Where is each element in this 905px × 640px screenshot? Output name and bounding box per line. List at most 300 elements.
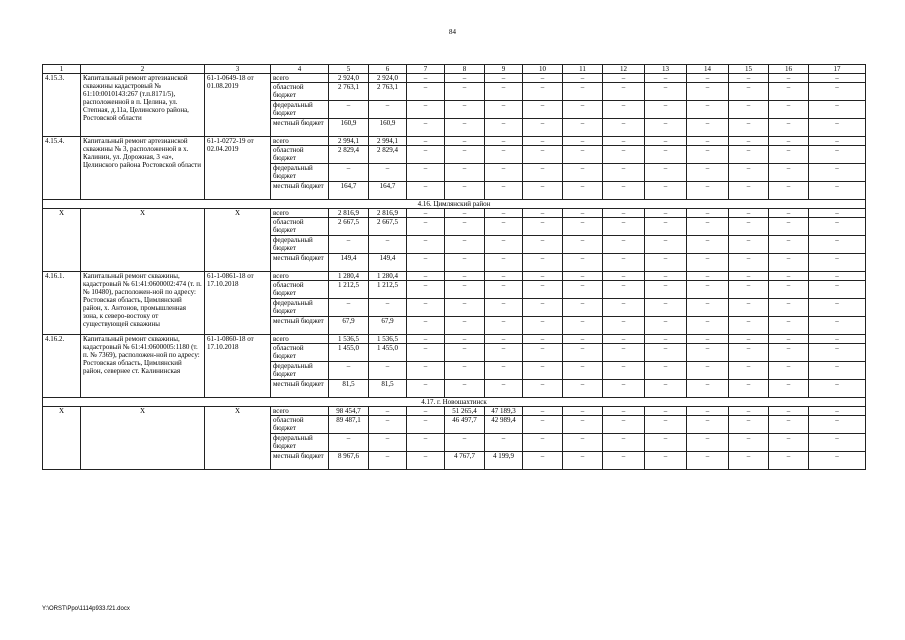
- value-total: –: [329, 164, 369, 182]
- funding-source: местный бюджет: [271, 254, 329, 272]
- table-row: [43, 137, 866, 146]
- value-cell: –: [769, 137, 809, 146]
- value-total: 1 280,4: [329, 272, 369, 281]
- funding-source: федеральный бюджет: [271, 164, 329, 182]
- value-cell: –: [645, 380, 687, 398]
- funding-source: местный бюджет: [271, 317, 329, 335]
- value-cell: –: [563, 182, 603, 200]
- value-year: 1 536,5: [369, 335, 407, 344]
- value-cell: –: [687, 164, 729, 182]
- value-year: –: [369, 101, 407, 119]
- funding-source: федеральный бюджет: [271, 434, 329, 452]
- value-cell: –: [809, 236, 866, 254]
- value-cell: –: [445, 146, 485, 164]
- value-cell: –: [603, 344, 645, 362]
- value-cell: –: [729, 164, 769, 182]
- funding-source: областной бюджет: [271, 416, 329, 434]
- value-cell: –: [563, 83, 603, 101]
- value-cell: –: [645, 164, 687, 182]
- value-cell: –: [445, 380, 485, 398]
- value-cell: –: [445, 182, 485, 200]
- value-year: –: [369, 164, 407, 182]
- funding-source: областной бюджет: [271, 344, 329, 362]
- value-cell: –: [563, 146, 603, 164]
- funding-source: местный бюджет: [271, 452, 329, 470]
- value-cell: –: [687, 335, 729, 344]
- value-cell: –: [523, 434, 563, 452]
- value-year: 1 212,5: [369, 281, 407, 299]
- value-total: 98 454,7: [329, 407, 369, 416]
- value-cell: –: [485, 74, 523, 83]
- value-cell: –: [523, 407, 563, 416]
- value-cell: –: [523, 164, 563, 182]
- value-cell: –: [485, 380, 523, 398]
- value-total: –: [329, 101, 369, 119]
- value-cell: –: [769, 380, 809, 398]
- value-cell: –: [645, 281, 687, 299]
- column-number-9: 9: [485, 65, 523, 74]
- value-cell: –: [645, 254, 687, 272]
- value-cell: –: [769, 164, 809, 182]
- value-cell: –: [645, 146, 687, 164]
- value-cell: –: [563, 218, 603, 236]
- column-number-7: 7: [407, 65, 445, 74]
- value-cell: –: [523, 416, 563, 434]
- value-year: –: [369, 434, 407, 452]
- value-total: 67,9: [329, 317, 369, 335]
- funding-source: всего: [271, 74, 329, 83]
- value-year: 1 455,0: [369, 344, 407, 362]
- value-cell: –: [645, 137, 687, 146]
- funding-source: областной бюджет: [271, 218, 329, 236]
- value-cell: –: [769, 182, 809, 200]
- value-cell: –: [445, 236, 485, 254]
- value-cell: –: [809, 362, 866, 380]
- value-cell: –: [407, 137, 445, 146]
- column-number-14: 14: [687, 65, 729, 74]
- value-cell: –: [603, 407, 645, 416]
- value-cell: –: [523, 101, 563, 119]
- value-cell: –: [645, 344, 687, 362]
- value-cell: –: [603, 434, 645, 452]
- value-cell: –: [687, 137, 729, 146]
- column-number-6: 6: [369, 65, 407, 74]
- file-path-footer: Y:\ORST\Ppo\1114p933.f21.docx: [42, 606, 130, 612]
- value-cell: –: [687, 362, 729, 380]
- value-cell: –: [563, 434, 603, 452]
- object-name: Капитальный ремонт артезианской скважины № 3, расположенной в х. Калинин, ул. Дорожная, 3 «а», Целинского района Ростовской области: [81, 137, 205, 200]
- value-cell: 47 189,3: [485, 407, 523, 416]
- value-cell: –: [729, 362, 769, 380]
- value-cell: –: [645, 119, 687, 137]
- value-cell: –: [523, 146, 563, 164]
- value-cell: –: [407, 362, 445, 380]
- object-document: 61-1-0861-18 от 17.10.2018: [205, 272, 271, 335]
- object-name: Капитальный ремонт артезианской скважины кадастровый № 61:10:0010143:267 (т.п.8171/5), расположенной в п. Целина, ул. Степная, д.11а, Целинского района, Ростовской области: [81, 74, 205, 137]
- object-name: Х: [81, 209, 205, 272]
- value-cell: –: [407, 164, 445, 182]
- funding-source: всего: [271, 272, 329, 281]
- value-cell: –: [485, 119, 523, 137]
- column-number-4: 4: [271, 65, 329, 74]
- value-cell: –: [769, 119, 809, 137]
- table-row: [43, 407, 866, 416]
- value-cell: –: [729, 119, 769, 137]
- value-cell: –: [445, 272, 485, 281]
- object-name: Капитальный ремонт скважины, кадастровый № 61:41:0600002:474 (т. п. № 10480), расположен-ной по адресу: Ростовская область, Цимлянский район, х. Антонов, промышленная зона, к северо-востоку от существующей скважины: [81, 272, 205, 335]
- value-year: 2 829,4: [369, 146, 407, 164]
- value-cell: –: [687, 344, 729, 362]
- value-total: 89 487,1: [329, 416, 369, 434]
- value-total: 2 667,5: [329, 218, 369, 236]
- value-year: 149,4: [369, 254, 407, 272]
- value-cell: –: [809, 182, 866, 200]
- value-cell: –: [407, 272, 445, 281]
- value-cell: –: [563, 254, 603, 272]
- value-cell: –: [407, 281, 445, 299]
- value-total: 1 536,5: [329, 335, 369, 344]
- column-number-12: 12: [603, 65, 645, 74]
- value-cell: –: [809, 119, 866, 137]
- value-cell: –: [687, 101, 729, 119]
- value-cell: –: [769, 344, 809, 362]
- value-cell: –: [603, 380, 645, 398]
- value-cell: –: [729, 209, 769, 218]
- value-cell: –: [485, 137, 523, 146]
- value-cell: –: [445, 218, 485, 236]
- value-cell: –: [687, 254, 729, 272]
- funding-source: местный бюджет: [271, 119, 329, 137]
- value-cell: –: [603, 209, 645, 218]
- value-year: 67,9: [369, 317, 407, 335]
- value-cell: –: [809, 452, 866, 470]
- funding-source: всего: [271, 407, 329, 416]
- object-number: 4.15.3.: [43, 74, 81, 137]
- object-number: Х: [43, 407, 81, 470]
- value-cell: –: [445, 362, 485, 380]
- value-year: 2 763,1: [369, 83, 407, 101]
- column-number-2: 2: [81, 65, 205, 74]
- object-number: 4.15.4.: [43, 137, 81, 200]
- value-cell: –: [445, 335, 485, 344]
- value-cell: –: [809, 254, 866, 272]
- value-cell: –: [769, 101, 809, 119]
- value-cell: –: [485, 335, 523, 344]
- value-cell: –: [603, 272, 645, 281]
- value-total: –: [329, 299, 369, 317]
- value-cell: –: [687, 236, 729, 254]
- value-cell: –: [445, 209, 485, 218]
- value-cell: –: [485, 281, 523, 299]
- value-cell: –: [603, 416, 645, 434]
- value-cell: –: [485, 299, 523, 317]
- value-cell: –: [603, 119, 645, 137]
- column-number-row: [43, 65, 866, 74]
- value-cell: –: [729, 281, 769, 299]
- value-cell: –: [485, 218, 523, 236]
- value-year: 2 994,1: [369, 137, 407, 146]
- value-cell: –: [645, 272, 687, 281]
- value-cell: –: [485, 272, 523, 281]
- value-cell: –: [445, 119, 485, 137]
- object-number: Х: [43, 209, 81, 272]
- value-cell: –: [769, 317, 809, 335]
- column-number-10: 10: [523, 65, 563, 74]
- value-cell: –: [687, 299, 729, 317]
- value-cell: –: [603, 452, 645, 470]
- page-number: 84: [449, 28, 456, 36]
- value-cell: –: [809, 137, 866, 146]
- value-cell: –: [485, 317, 523, 335]
- value-cell: –: [563, 281, 603, 299]
- value-cell: 4 199,9: [485, 452, 523, 470]
- value-cell: –: [485, 254, 523, 272]
- funding-source: федеральный бюджет: [271, 299, 329, 317]
- column-number-13: 13: [645, 65, 687, 74]
- value-cell: –: [729, 272, 769, 281]
- value-cell: –: [563, 164, 603, 182]
- value-cell: –: [687, 281, 729, 299]
- value-cell: –: [687, 74, 729, 83]
- value-cell: –: [407, 335, 445, 344]
- value-cell: –: [563, 416, 603, 434]
- value-cell: –: [407, 317, 445, 335]
- value-cell: –: [407, 452, 445, 470]
- value-cell: –: [445, 299, 485, 317]
- value-cell: –: [603, 83, 645, 101]
- value-cell: –: [645, 218, 687, 236]
- value-total: –: [329, 434, 369, 452]
- value-cell: –: [687, 182, 729, 200]
- value-cell: –: [407, 434, 445, 452]
- value-cell: –: [485, 182, 523, 200]
- value-cell: –: [809, 416, 866, 434]
- value-cell: –: [523, 74, 563, 83]
- value-cell: –: [809, 83, 866, 101]
- object-name: Капитальный ремонт скважины, кадастровый № 61:41:0600005:1180 (т. п. № 7369), расположен-ной по адресу: Ростовская область, Цимлянский район, севернее ст. Калининская: [81, 335, 205, 398]
- value-cell: –: [769, 416, 809, 434]
- value-year: –: [369, 407, 407, 416]
- value-cell: –: [809, 74, 866, 83]
- value-cell: –: [603, 74, 645, 83]
- value-cell: –: [687, 416, 729, 434]
- value-cell: –: [729, 182, 769, 200]
- value-cell: –: [445, 344, 485, 362]
- value-cell: –: [729, 317, 769, 335]
- value-cell: –: [563, 317, 603, 335]
- value-cell: –: [563, 380, 603, 398]
- funding-source: местный бюджет: [271, 380, 329, 398]
- value-year: 2 816,9: [369, 209, 407, 218]
- value-cell: –: [407, 380, 445, 398]
- value-cell: –: [407, 101, 445, 119]
- value-cell: –: [729, 218, 769, 236]
- value-cell: –: [485, 362, 523, 380]
- value-cell: –: [523, 344, 563, 362]
- funding-source: областной бюджет: [271, 146, 329, 164]
- column-number-16: 16: [769, 65, 809, 74]
- column-number-3: 3: [205, 65, 271, 74]
- value-cell: –: [729, 380, 769, 398]
- value-cell: –: [729, 137, 769, 146]
- value-cell: –: [407, 146, 445, 164]
- value-cell: –: [645, 209, 687, 218]
- value-cell: –: [769, 362, 809, 380]
- value-cell: –: [729, 83, 769, 101]
- value-cell: –: [407, 182, 445, 200]
- value-cell: –: [523, 254, 563, 272]
- value-cell: –: [809, 299, 866, 317]
- funding-source: всего: [271, 209, 329, 218]
- value-cell: –: [645, 83, 687, 101]
- value-year: –: [369, 416, 407, 434]
- value-cell: –: [687, 380, 729, 398]
- value-cell: –: [445, 317, 485, 335]
- value-cell: –: [407, 218, 445, 236]
- value-cell: –: [445, 137, 485, 146]
- value-cell: –: [769, 236, 809, 254]
- value-cell: –: [563, 299, 603, 317]
- value-cell: –: [809, 434, 866, 452]
- value-total: 81,5: [329, 380, 369, 398]
- column-number-1: 1: [43, 65, 81, 74]
- column-number-8: 8: [445, 65, 485, 74]
- object-document: 61-1-0272-19 от 02.04.2019: [205, 137, 271, 200]
- value-cell: –: [407, 344, 445, 362]
- value-cell: –: [687, 407, 729, 416]
- value-cell: –: [407, 236, 445, 254]
- value-total: 1 212,5: [329, 281, 369, 299]
- table-row: [43, 74, 866, 83]
- value-cell: –: [769, 254, 809, 272]
- value-cell: –: [687, 452, 729, 470]
- value-cell: –: [769, 335, 809, 344]
- value-cell: –: [729, 299, 769, 317]
- value-cell: –: [523, 218, 563, 236]
- value-cell: –: [809, 281, 866, 299]
- value-cell: –: [523, 317, 563, 335]
- object-number: 4.16.2.: [43, 335, 81, 398]
- value-year: 1 280,4: [369, 272, 407, 281]
- value-total: 1 455,0: [329, 344, 369, 362]
- value-year: 2 924,0: [369, 74, 407, 83]
- section-heading-row: [43, 200, 866, 209]
- value-cell: –: [603, 362, 645, 380]
- value-total: 164,7: [329, 182, 369, 200]
- value-cell: –: [645, 182, 687, 200]
- value-cell: –: [603, 299, 645, 317]
- value-cell: –: [485, 83, 523, 101]
- value-cell: –: [687, 83, 729, 101]
- value-cell: –: [445, 164, 485, 182]
- value-total: 2 924,0: [329, 74, 369, 83]
- value-cell: –: [769, 434, 809, 452]
- value-cell: –: [563, 137, 603, 146]
- funding-source: федеральный бюджет: [271, 362, 329, 380]
- value-total: 2 829,4: [329, 146, 369, 164]
- column-number-15: 15: [729, 65, 769, 74]
- value-cell: –: [523, 209, 563, 218]
- object-document: 61-1-0649-18 от 01.08.2019: [205, 74, 271, 137]
- value-cell: –: [729, 335, 769, 344]
- value-cell: –: [407, 119, 445, 137]
- value-total: 2 994,1: [329, 137, 369, 146]
- value-cell: –: [729, 407, 769, 416]
- value-cell: –: [523, 236, 563, 254]
- funding-source: всего: [271, 335, 329, 344]
- value-total: 2 763,1: [329, 83, 369, 101]
- value-cell: –: [769, 74, 809, 83]
- object-document: 61-1-0860-18 от 17.10.2018: [205, 335, 271, 398]
- value-cell: –: [563, 452, 603, 470]
- value-cell: –: [603, 182, 645, 200]
- value-cell: –: [603, 137, 645, 146]
- value-cell: –: [645, 416, 687, 434]
- value-year: –: [369, 452, 407, 470]
- value-cell: –: [809, 335, 866, 344]
- value-cell: –: [563, 362, 603, 380]
- value-cell: –: [603, 236, 645, 254]
- budget-table-wrapper: [42, 64, 865, 470]
- object-document: Х: [205, 209, 271, 272]
- value-cell: 4 767,7: [445, 452, 485, 470]
- value-cell: –: [407, 209, 445, 218]
- value-cell: –: [485, 164, 523, 182]
- budget-table: [42, 64, 866, 470]
- value-cell: –: [563, 101, 603, 119]
- value-cell: –: [687, 209, 729, 218]
- value-cell: –: [603, 317, 645, 335]
- value-cell: –: [687, 119, 729, 137]
- value-cell: –: [603, 335, 645, 344]
- column-number-11: 11: [563, 65, 603, 74]
- value-total: 160,9: [329, 119, 369, 137]
- value-total: –: [329, 236, 369, 254]
- value-cell: –: [729, 74, 769, 83]
- funding-source: областной бюджет: [271, 281, 329, 299]
- value-cell: –: [563, 272, 603, 281]
- funding-source: федеральный бюджет: [271, 236, 329, 254]
- value-cell: –: [769, 407, 809, 416]
- value-cell: –: [809, 101, 866, 119]
- column-number-17: 17: [809, 65, 866, 74]
- value-cell: –: [407, 254, 445, 272]
- value-cell: –: [645, 236, 687, 254]
- value-cell: –: [809, 209, 866, 218]
- value-year: 164,7: [369, 182, 407, 200]
- value-cell: –: [729, 101, 769, 119]
- table-row: [43, 209, 866, 218]
- value-cell: –: [563, 344, 603, 362]
- funding-source: областной бюджет: [271, 83, 329, 101]
- value-cell: –: [563, 407, 603, 416]
- value-cell: –: [687, 146, 729, 164]
- value-cell: –: [407, 416, 445, 434]
- value-cell: –: [729, 416, 769, 434]
- value-cell: –: [445, 83, 485, 101]
- value-year: –: [369, 299, 407, 317]
- value-cell: –: [769, 83, 809, 101]
- value-cell: –: [809, 218, 866, 236]
- section-heading: 4.17. г. Новошахтинск: [43, 398, 866, 407]
- table-row: [43, 335, 866, 344]
- value-cell: –: [603, 254, 645, 272]
- object-document: Х: [205, 407, 271, 470]
- value-cell: –: [769, 299, 809, 317]
- value-cell: –: [729, 236, 769, 254]
- value-cell: –: [485, 344, 523, 362]
- value-cell: –: [445, 281, 485, 299]
